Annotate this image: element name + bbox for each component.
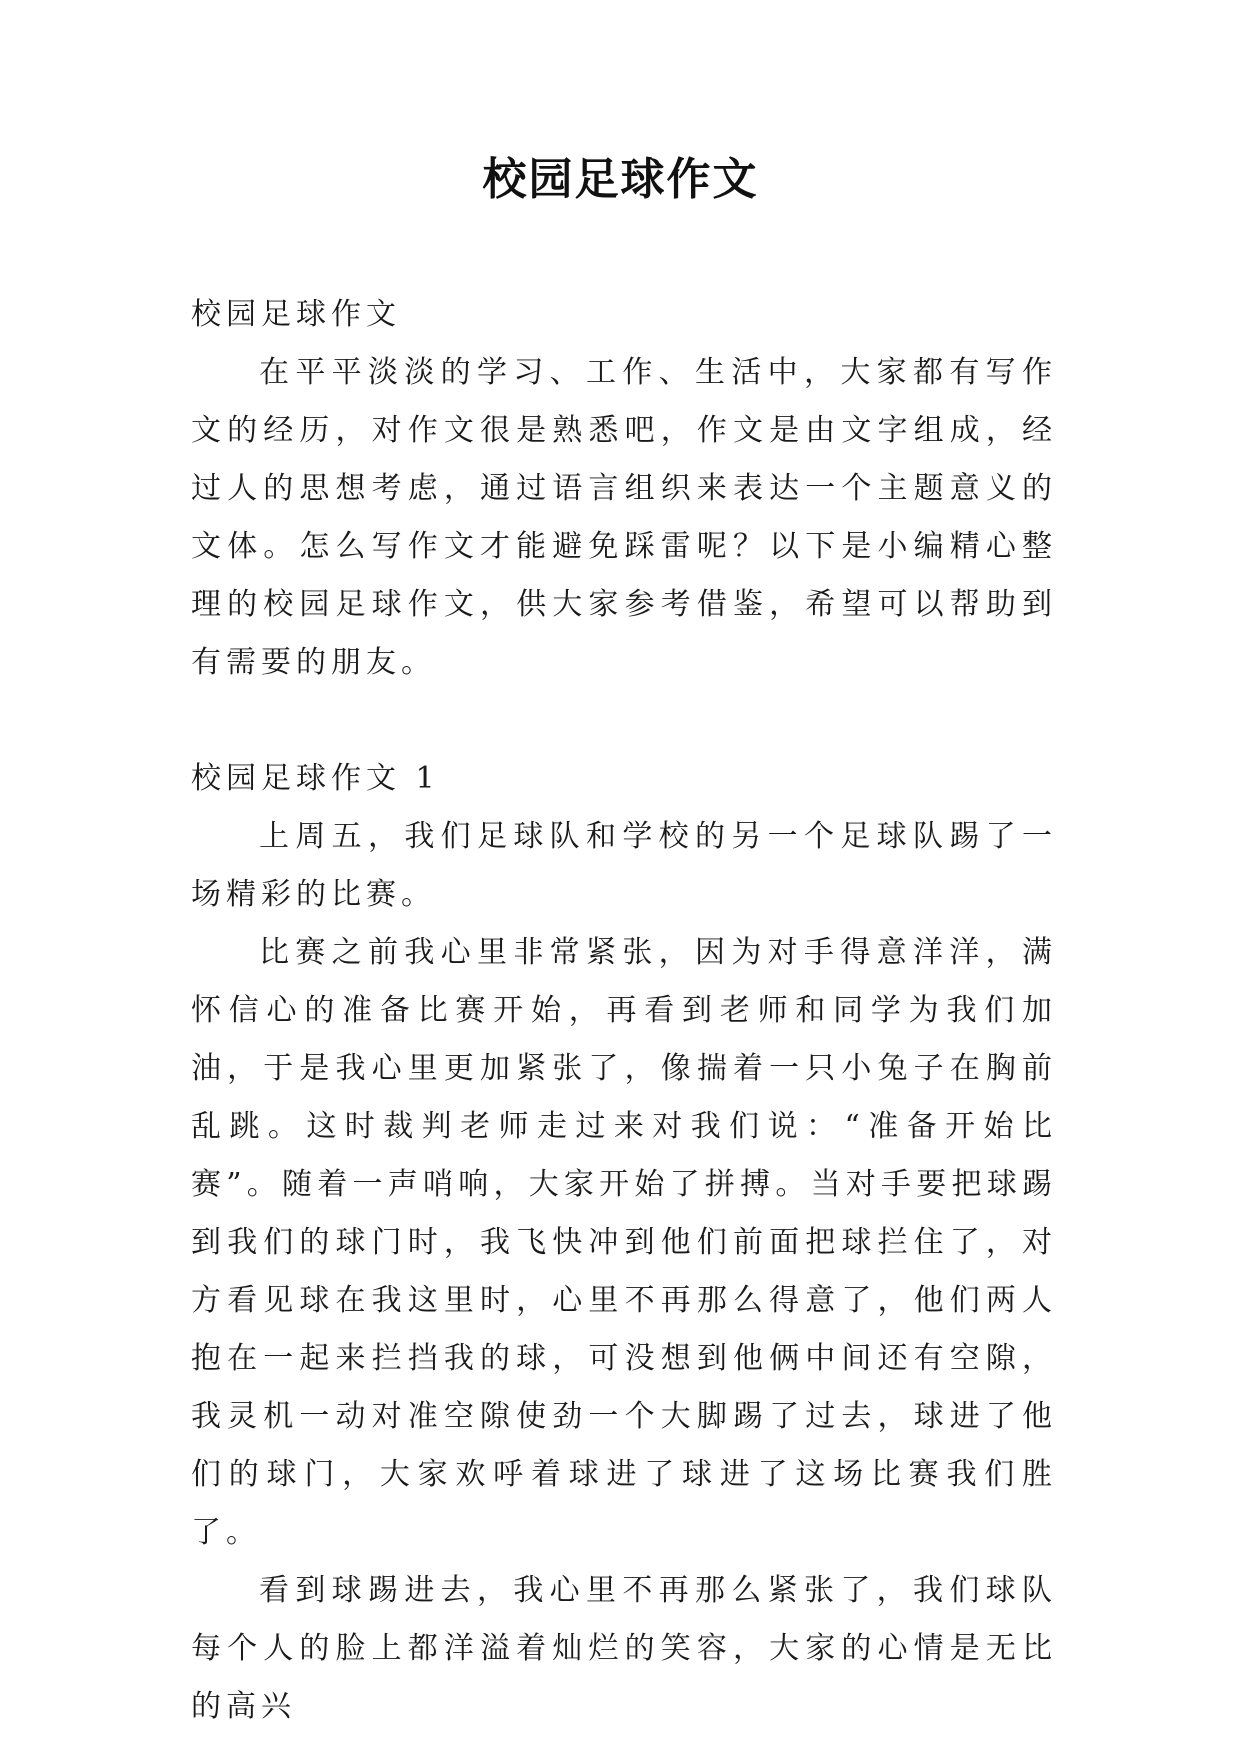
document-body — [191, 286, 1057, 1736]
section-spacer — [191, 692, 1057, 750]
document-title: 校园足球作文 — [482, 154, 759, 205]
section-1-paragraph: 看到球踢进去，我心里不再那么紧张了，我们球队每个人的脸上都洋溢着灿烂的笑容，大家的心情是无比的高兴 — [191, 1573, 1057, 1724]
section-1-paragraph: 比赛之前我心里非常紧张，因为对手得意洋洋，满怀信心的准备比赛开始，再看到老师和同学为我们加油，于是我心里更加紧张了，像揣着一只小兔子在胸前乱跳。这时裁判老师走过来对我们说：“准备开始比赛”。随着一声哨响，大家开始了拼搏。当对手要把球踢到我们的球门时，我飞快冲到他们前面把球拦住了，对方看见球在我这里时，心里不再那么得意了，他们两人抱在一起来拦挡我的球，可没想到他俩中间还有空隙，我灵机一动对准空隙使劲一个大脚踢了过去，球进了他们的球门，大家欢呼着球进了球进了这场比赛我们胜了。 — [191, 935, 1057, 1550]
section-1-heading: 校园足球作文 1 — [191, 761, 440, 796]
intro-heading: 校园足球作文 — [191, 297, 401, 332]
section-1-paragraph: 上周五，我们足球队和学校的另一个足球队踢了一场精彩的比赛。 — [191, 819, 1057, 912]
intro-paragraph: 在平平淡淡的学习、工作、生活中，大家都有写作文的经历，对作文很是熟悉吧，作文是由文字组成，经过人的思想考虑，通过语言组织来表达一个主题意义的文体。怎么写作文才能避免踩雷呢？以下是小编精心整理的校园足球作文，供大家参考借鉴，希望可以帮助到有需要的朋友。 — [191, 355, 1057, 680]
